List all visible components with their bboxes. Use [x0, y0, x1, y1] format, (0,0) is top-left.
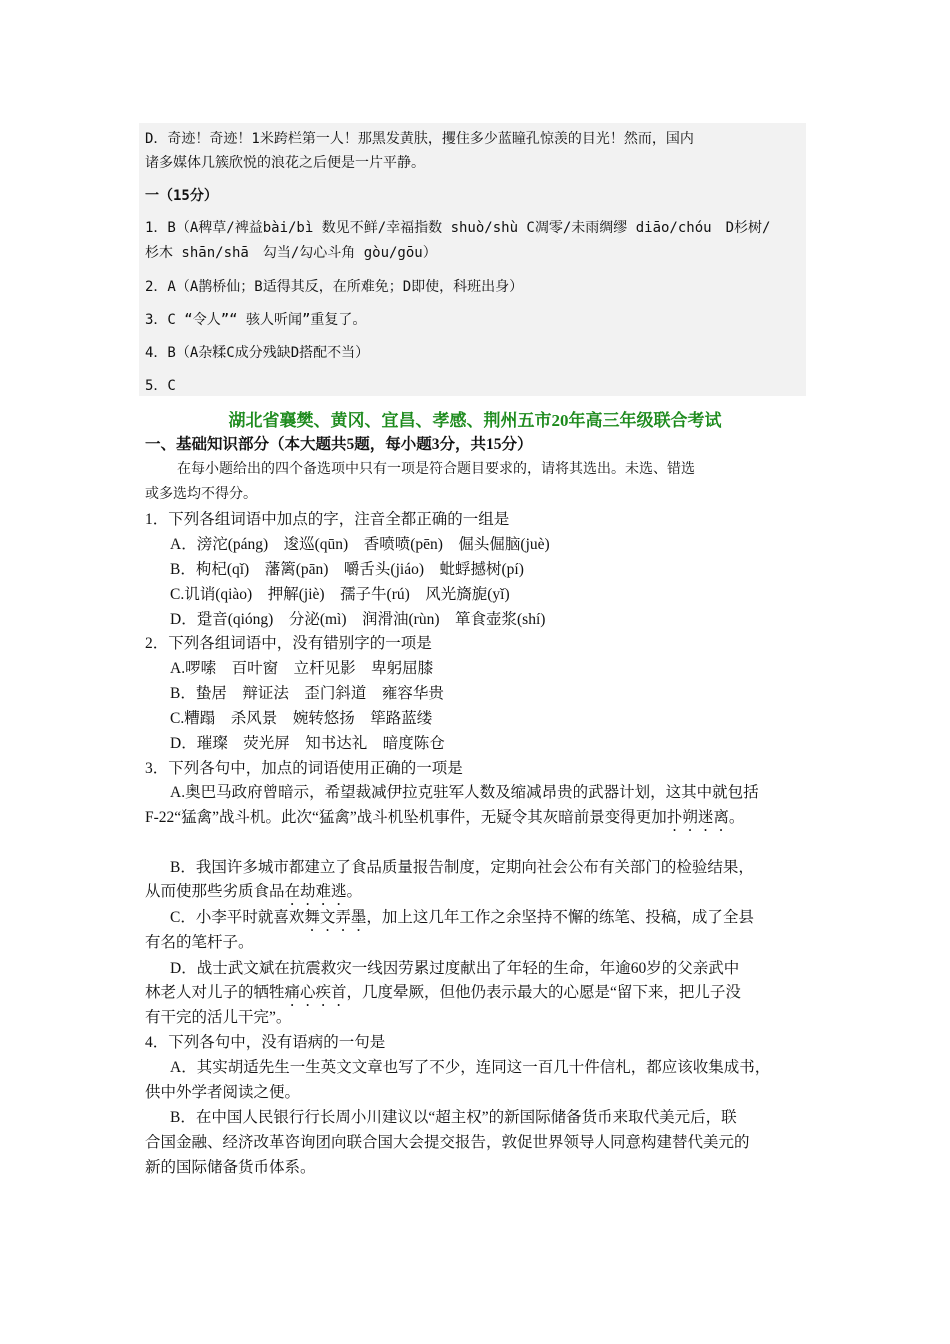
- dotted-phrase: 舞文弄墨: [304, 909, 367, 926]
- answer-section-header: 一（15分）: [145, 188, 218, 204]
- q4-option-b-line2: 合国金融、经济改革咨询团向联合国大会提交报告，敦促世界领导人同意构建替代美元的: [145, 1134, 750, 1151]
- answer-3: 3．C “令人”“ 骇人听闻”重复了。: [145, 312, 367, 328]
- q3-option-d-line3: 有干完的活儿干完”。: [145, 1009, 292, 1026]
- answer-d-line2: 诸多媒体几簇欣悦的浪花之后便是一片平静。: [145, 155, 425, 171]
- q3-option-a-line2: F-22“猛禽”战斗机。此次“猛禽”战斗机坠机事件，无疑令其灰暗前景变得更加扑朔迷离。: [145, 809, 745, 826]
- q2-option-a: A.啰嗦 百叶窗 立杆见影 卑躬屈膝: [170, 660, 434, 677]
- q3-option-a-line1: A.奥巴马政府曾暗示，希望裁减伊拉克驻军人数及缩减昂贵的武器计划，这其中就包括: [170, 784, 759, 801]
- q4-stem: 4．下列各句中，没有语病的一句是: [145, 1034, 386, 1051]
- q3-option-c-line2: 有名的笔杆子。: [145, 934, 254, 951]
- q2-option-d: D．璀璨 荧光屏 知书达礼 暗度陈仓: [170, 735, 445, 752]
- q1-option-a: A．滂沱(páng) 逡巡(qūn) 香喷喷(pēn) 倔头倔脑(juè): [170, 536, 550, 553]
- exam-title: 湖北省襄樊、黄冈、宜昌、孝感、荆州五市20年高三年级联合考试: [228, 411, 722, 430]
- answer-1-line2: 杉木 shān/shā 勾当/勾心斗角 gòu/gōu）: [145, 245, 437, 261]
- q1-stem: 1．下列各组词语中加点的字，注音全都正确的一组是: [145, 511, 510, 528]
- q3-stem: 3．下列各句中，加点的词语使用正确的一项是: [145, 760, 463, 777]
- dotted-phrase: 在劫难逃: [284, 883, 347, 900]
- q4-option-a-line2: 供中外学者阅读之便。: [145, 1084, 301, 1101]
- instruction-line2: 或多选均不得分。: [145, 486, 257, 502]
- q3-option-c-line1: C．小李平时就喜欢舞文弄墨，加上这几年工作之余坚持不懈的练笔、投稿，成了全县: [170, 909, 754, 926]
- q3-option-d-line1: D．战士武文斌在抗震救灾一线因劳累过度献出了年轻的生命，年逾60岁的父亲武中: [170, 960, 740, 977]
- answer-1-line1: 1．B（A稗草/裨益bài/bì 数见不鲜/幸福指数 shuò/shù C凋零/未雨绸缪 diāo/chóu D杉树/: [145, 220, 771, 236]
- answer-2: 2．A（A鹊桥仙；B适得其反，在所难免；D即使，科班出身）: [145, 279, 524, 295]
- dotted-phrase: 扑朔迷离: [666, 809, 729, 826]
- answer-d-line1: D．奇迹！奇迹！1米跨栏第一人！那黑发黄肤，攫住多少蓝瞳孔惊羡的目光！然而，国内: [145, 131, 694, 147]
- answer-5: 5．C: [145, 378, 176, 394]
- q3-option-d-line2: 林老人对儿子的牺牲痛心疾首，几度晕厥，但他仍表示最大的心愿是“留下来，把儿子没: [145, 984, 741, 1001]
- q2-stem: 2．下列各组词语中，没有错别字的一项是: [145, 635, 432, 652]
- q1-option-b: B．枸杞(qǐ) 藩篱(pān) 嚼舌头(jiáo) 蚍蜉撼树(pí): [170, 561, 524, 578]
- q3-option-b-line1: B．我国许多城市都建立了食品质量报告制度，定期向社会公布有关部门的检验结果，: [170, 859, 754, 876]
- instruction-line1: 在每小题给出的四个备选项中只有一项是符合题目要求的，请将其选出。未选、错选: [177, 461, 695, 477]
- section1-heading: 一、基础知识部分（本大题共5题，每小题3分，共15分）: [145, 436, 533, 453]
- q4-option-b-line3: 新的国际储备货币体系。: [145, 1159, 316, 1176]
- q4-option-b-line1: B．在中国人民银行行长周小川建议以“超主权”的新国际储备货币来取代美元后，联: [170, 1109, 737, 1126]
- dotted-phrase: 痛心疾首: [284, 984, 347, 1001]
- q1-option-c: C.讥诮(qiào) 押解(jiè) 孺子牛(rú) 风光旖旎(yǐ): [170, 586, 510, 603]
- q4-option-a-line1: A．其实胡适先生一生英文文章也写了不少，连同这一百几十件信札，都应该收集成书，: [170, 1059, 771, 1076]
- q3-option-b-line2: 从而使那些劣质食品在劫难逃。: [145, 883, 363, 900]
- q2-option-c: C.糟蹋 杀风景 婉转悠扬 筚路蓝缕: [170, 710, 433, 727]
- answer-4: 4．B（A杂糅C成分残缺D搭配不当）: [145, 345, 370, 361]
- q2-option-b: B．蛰居 辩证法 歪门斜道 雍容华贵: [170, 685, 444, 702]
- q1-option-d: D．跫音(qióng) 分泌(mì) 润滑油(rùn) 箪食壶浆(shí): [170, 611, 546, 628]
